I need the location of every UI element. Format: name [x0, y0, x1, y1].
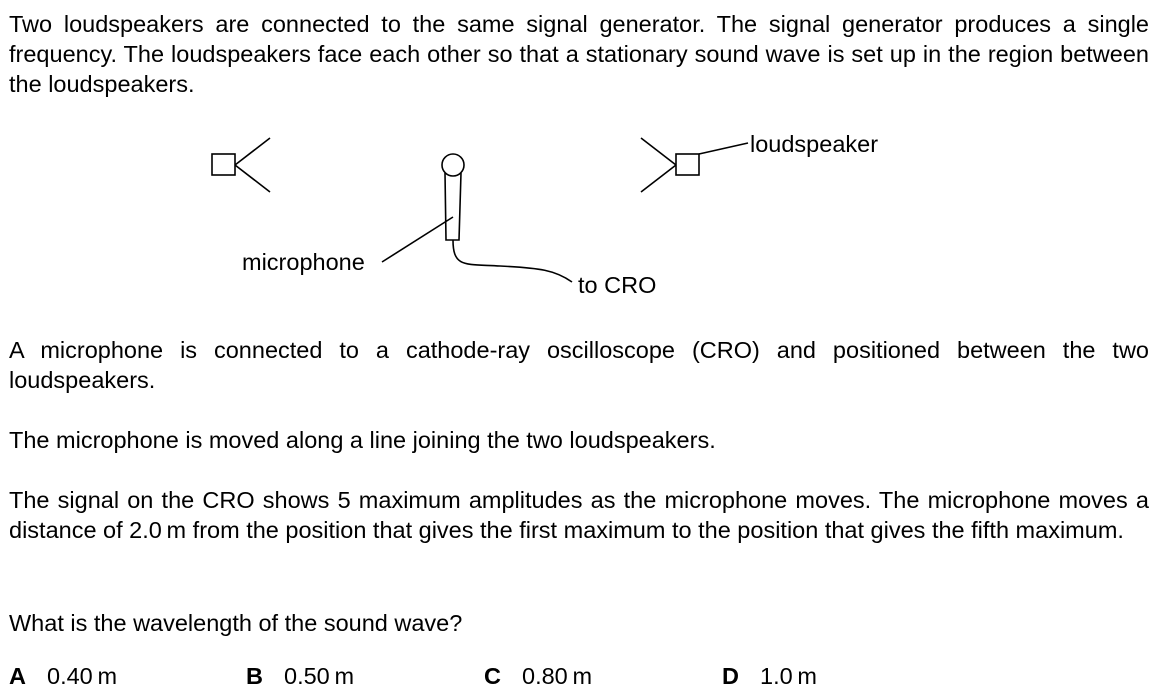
option-d[interactable]	[722, 663, 817, 690]
option-c[interactable]	[484, 663, 592, 690]
option-letter: A	[9, 663, 26, 689]
right-loudspeaker-icon	[641, 138, 699, 192]
answer-options	[0, 663, 1169, 693]
loudspeaker-label: loudspeaker	[750, 131, 879, 157]
option-letter: D	[722, 663, 739, 689]
signal-paragraph: The signal on the CRO shows 5 maximum amplitudes as the microphone moves. The microphone moves a distance of 2.0 m from the position that gives the first maximum to the position that gives the fifth maximum.	[9, 487, 1149, 543]
option-b[interactable]	[246, 663, 354, 690]
microphone-icon	[442, 154, 464, 240]
option-value: 0.40 m	[47, 663, 118, 689]
option-value: 1.0 m	[760, 663, 817, 689]
option-value: 0.80 m	[522, 663, 593, 689]
microphone-label: microphone	[242, 249, 365, 275]
microphone-cable	[453, 240, 572, 282]
moved-paragraph: The microphone is moved along a line joining the two loudspeakers.	[9, 427, 716, 453]
intro-paragraph: Two loudspeakers are connected to the same signal generator. The signal generator produces a single frequency. The loudspeakers face each other so that a stationary sound wave is set up in the region between the loudspeakers.	[9, 11, 1149, 97]
microphone-paragraph: A microphone is connected to a cathode-ray oscilloscope (CRO) and positioned between the two loudspeakers.	[9, 337, 1149, 393]
left-loudspeaker-icon	[212, 138, 270, 192]
option-a[interactable]	[9, 663, 117, 690]
question-text: What is the wavelength of the sound wave?	[9, 610, 463, 636]
option-value: 0.50 m	[284, 663, 355, 689]
option-letter: B	[246, 663, 263, 689]
to-cro-label: to CRO	[578, 272, 657, 298]
loudspeaker-label-line	[699, 143, 748, 154]
option-letter: C	[484, 663, 501, 689]
microphone-label-line	[382, 217, 453, 262]
